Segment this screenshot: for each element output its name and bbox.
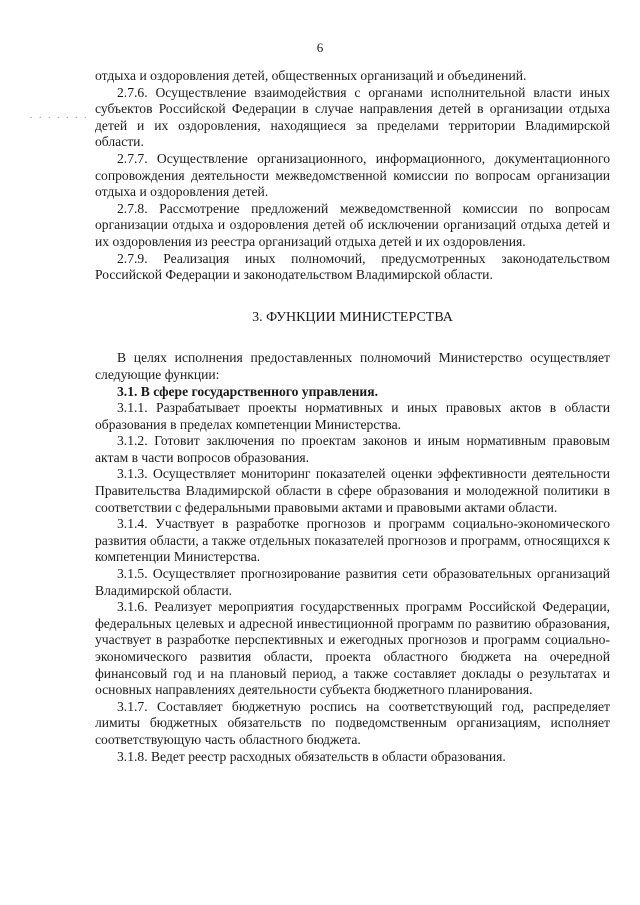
paragraph-2-7-7: 2.7.7. Осуществление организационного, информационного, документационного сопровождения деятельности межведомственной комиссии по вопросам организации отдыха и оздоровления детей. (95, 150, 610, 200)
page-number: 6 (316, 40, 324, 55)
paragraph-2-7-9: 2.7.9. Реализация иных полномочий, предусмотренных законодательством Российской Федерации и законодательством Владимирской области. (95, 250, 610, 283)
section-intro: В целях исполнения предоставленных полномочий Министерство осуществляет следующие функции: (95, 350, 610, 382)
paragraph-3-1-4: 3.1.4. Участвует в разработке прогнозов и программ социально-экономического развития области, а также отдельных показателей прогнозов и программ, относящихся к компетенции Министерства. (95, 516, 610, 565)
paragraph-3-1-5: 3.1.5. Осуществляет прогнозирование развития сети образовательных организаций Владимирской области. (95, 566, 610, 598)
document-body (95, 68, 610, 765)
paragraph-continuation: отдыха и оздоровления детей, общественных организаций и объединений. (95, 68, 527, 83)
paragraph-3-1-2: 3.1.2. Готовит заключения по проектам законов и иным нормативным правовым актам в части вопросов образования. (95, 433, 610, 465)
paragraph-3-1-6: 3.1.6. Реализует мероприятия государственных программ Российской Федерации, федеральных целевых и адресной инвестиционной программ по развитию образования, участвует в разработке перспективных и ежегодных прогнозов и программ социально-экономического развития области, проекта областного бюджета на очередной финансовый год и на плановый период, а также составляет доклады о результатах и основных направлениях деятельности субъекта бюджетного планирования. (95, 599, 610, 698)
section-heading: 3. ФУНКЦИИ МИНИСТЕРСТВА (252, 309, 453, 325)
scan-artifact-dots: . . . . . . . (30, 110, 89, 121)
paragraph-2-7-6: 2.7.6. Осуществление взаимодействия с органами исполнительной власти иных субъектов Российской Федерации в случае направления детей в организации отдыха детей и их оздоровления, находящиеся за пределами территории Владимирской области. (95, 84, 610, 150)
subsection-heading: 3.1. В сфере государственного управления. (117, 383, 379, 399)
paragraph-3-1-8: 3.1.8. Ведет реестр расходных обязательств в области образования. (117, 748, 506, 764)
paragraph-3-1-1: 3.1.1. Разрабатывает проекты нормативных и иных правовых актов в области образования в пределах компетенции Министерства. (95, 400, 610, 432)
paragraph-3-1-7: 3.1.7. Составляет бюджетную роспись на соответствующий год, распределяет лимиты бюджетных обязательств по подведомственным организациям, исполняет соответствующую часть областного бюджета. (95, 698, 610, 747)
paragraph-3-1-3: 3.1.3. Осуществляет мониторинг показателей оценки эффективности деятельности Правительства Владимирской области в сфере образования и молодежной политики в соответствии с федеральными правовыми актами и правовыми актами области. (95, 466, 610, 515)
paragraph-2-7-8: 2.7.8. Рассмотрение предложений межведомственной комиссии по вопросам организации отдыха и оздоровления детей об исключении организаций отдыха детей и их оздоровления из реестра организаций отдыха детей и их оздоровления. (95, 200, 610, 249)
